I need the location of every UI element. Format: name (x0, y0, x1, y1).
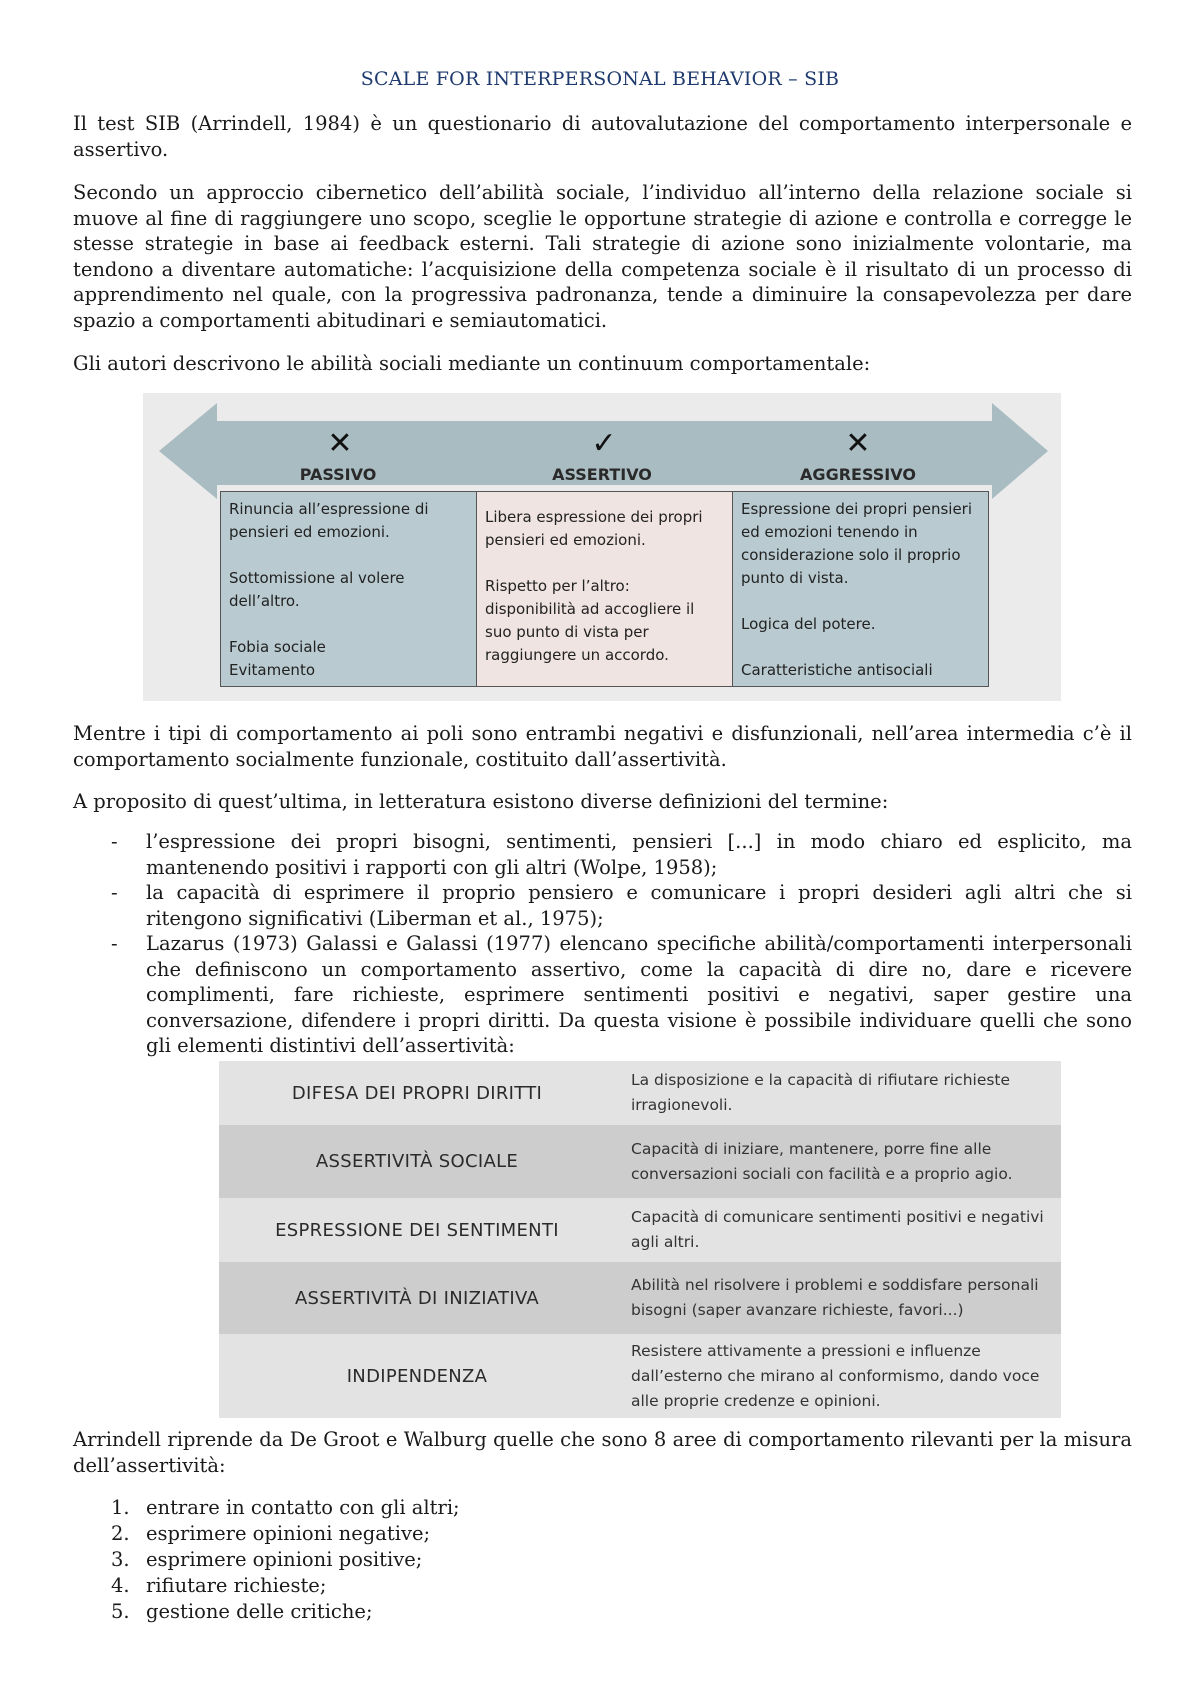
passive-description-box (220, 491, 477, 687)
cross-icon: ✕ (845, 426, 871, 461)
spacer (741, 590, 980, 613)
element-description: Capacità di iniziare, mantenere, porre fine alle conversazioni sociali con facilità e a proprio agio. (631, 1139, 1013, 1183)
table-row (219, 1334, 1061, 1418)
list-item (73, 829, 1132, 880)
spacer (485, 552, 724, 575)
list-item (73, 931, 1132, 1059)
list-item (73, 880, 1132, 931)
aggressive-line: Espressione dei propri pensieri ed emozioni tenendo in considerazione solo il proprio punto di vista. (741, 500, 973, 587)
passive-line: Rinuncia all’espressione di pensieri ed emozioni. (229, 500, 429, 541)
element-name: ASSERTIVITÀ DI INIZIATIVA (294, 1287, 540, 1309)
area-text: entrare in contatto con gli altri; (146, 1496, 460, 1519)
assertive-line: Libera espressione dei propri pensieri ed emozioni. (485, 508, 703, 549)
definitions-intro: A proposito di quest’ultima, in letteratura esistono diverse definizioni del termine: (73, 790, 889, 813)
definition-text: la capacità di esprimere il proprio pensiero e comunicare i propri desideri agli altri che si ritengono significativi (Liberman et al., 1975); (146, 881, 1132, 930)
column-label-assertivo: ASSERTIVO (552, 465, 652, 484)
item-number: 4. (111, 1574, 130, 1597)
aggressive-line: Logica del potere. (741, 615, 876, 633)
element-name: DIFESA DEI PROPRI DIRITTI (291, 1082, 543, 1104)
definition-text: l’espressione dei propri bisogni, sentimenti, pensieri [...] in modo chiaro ed esplicito, ma mantenendo positivi i rapporti con gli altri (Wolpe, 1958); (146, 830, 1132, 879)
column-label-aggressivo: AGGRESSIVO (800, 465, 916, 484)
table-row (219, 1198, 1061, 1262)
element-name: ASSERTIVITÀ SOCIALE (315, 1151, 519, 1172)
dash-bullet: - (111, 881, 118, 904)
table-row (219, 1125, 1061, 1198)
continuum-intro: Gli autori descrivono le abilità sociali mediante un continuum comportamentale: (73, 352, 871, 375)
spacer (229, 613, 468, 636)
page-title: SCALE FOR INTERPERSONAL BEHAVIOR – SIB (360, 68, 840, 90)
element-description: Abilità nel risolvere i problemi e soddisfare personali bisogni (saper avanzare richieste, favori...) (631, 1276, 1039, 1319)
intro-paragraph: Il test SIB (Arrindell, 1984) è un questionario di autovalutazione del comportamento interpersonale e assertivo. (73, 112, 1132, 161)
element-description: Capacità di comunicare sentimenti positivi e negativi agli altri. (631, 1208, 1044, 1251)
element-name: INDIPENDENZA (346, 1365, 488, 1387)
area-text: esprimere opinioni negative; (146, 1522, 431, 1545)
assertive-description-box (476, 491, 733, 687)
spacer (229, 544, 468, 567)
check-icon: ✓ (591, 426, 617, 461)
aggressive-line: Caratteristiche antisociali (741, 661, 933, 679)
definition-text: Lazarus (1973) Galassi e Galassi (1977) elencano specifiche abilità/comportamenti interpersonali che definiscono un comportamento assertivo, come la capacità di dire no, dare e ricevere complimenti, fare richieste, esprimere sentimenti positivi e negativi, saper gestire una conversazione, difendere i propri diritti. Da questa visione è possibile individuare quelli che sono gli elementi distintivi dell’assertività: (146, 932, 1132, 1057)
passive-line: Evitamento (229, 661, 316, 679)
passive-line: Fobia sociale (229, 638, 326, 656)
item-number: 2. (111, 1522, 130, 1545)
list-item (73, 1573, 1132, 1599)
areas-intro: Arrindell riprende da De Groot e Walburg quelle che sono 8 aree di comportamento rilevanti per la misura dell’assertività: (73, 1428, 1132, 1477)
poles-paragraph: Mentre i tipi di comportamento ai poli sono entrambi negativi e disfunzionali, nell’area intermedia c’è il comportamento socialmente funzionale, costituito dall’assertività. (73, 722, 1132, 771)
dash-bullet: - (111, 830, 118, 853)
spacer (741, 636, 980, 659)
assertiveness-elements-table (219, 1061, 1061, 1418)
behavior-continuum-diagram (143, 393, 1061, 701)
area-text: gestione delle critiche; (146, 1600, 373, 1623)
list-item (73, 1599, 1132, 1625)
assertive-line: Rispetto per l’altro: disponibilità ad accogliere il suo punto di vista per raggiungere un accordo. (485, 577, 695, 664)
list-item (73, 1521, 1132, 1547)
item-number: 1. (111, 1496, 130, 1519)
cybernetic-paragraph: Secondo un approccio cibernetico dell’abilità sociale, l’individuo all’interno della relazione sociale si muove al fine di raggiungere uno scopo, sceglie le opportune strategie di azione e controlla e corregge le stesse strategie in base ai feedback esterni. Tali strategie di azione sono inizialmente volontarie, ma tendono a diventare automatiche: l’acquisizione della competenza sociale è il risultato di un processo di apprendimento nel quale, con la progressiva padronanza, tende a diminuire la consapevolezza per dare spazio a comportamenti abitudinari e semiautomatici. (73, 181, 1132, 332)
cross-icon: ✕ (327, 426, 353, 461)
definitions-list (73, 829, 1132, 1059)
list-item (73, 1495, 1132, 1521)
table-row (219, 1061, 1061, 1125)
element-description: La disposizione e la capacità di rifiutare richieste irragionevoli. (631, 1071, 1011, 1114)
element-description: Resistere attivamente a pressioni e influenze dall’esterno che mirano al conformismo, dando voce alle proprie credenze e opinioni. (631, 1341, 1040, 1410)
element-name: ESPRESSIONE DEI SENTIMENTI (275, 1219, 559, 1241)
table-row (219, 1262, 1061, 1334)
area-text: esprimere opinioni positive; (146, 1548, 423, 1571)
column-label-passivo: PASSIVO (299, 465, 377, 484)
item-number: 5. (111, 1600, 130, 1623)
list-item (73, 1547, 1132, 1573)
aggressive-description-box (732, 491, 989, 687)
behavior-areas-list (73, 1495, 1132, 1625)
area-text: rifiutare richieste; (146, 1574, 327, 1597)
dash-bullet: - (111, 932, 118, 955)
item-number: 3. (111, 1548, 130, 1571)
passive-line: Sottomissione al volere dell’altro. (229, 569, 405, 610)
